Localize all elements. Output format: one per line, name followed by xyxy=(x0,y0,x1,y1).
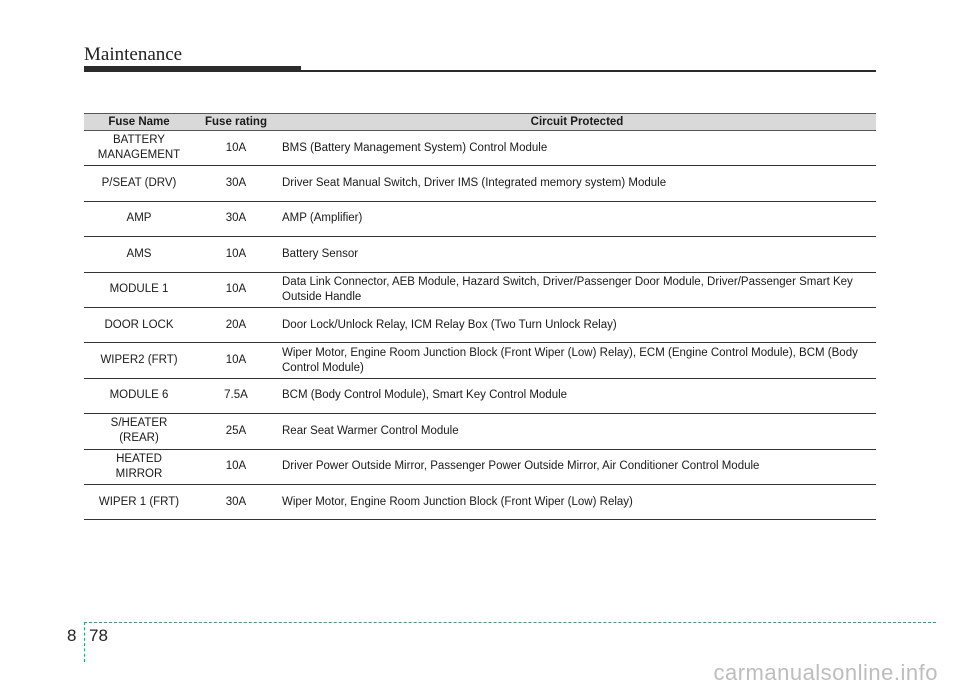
fuse-rating-cell: 7.5A xyxy=(194,378,278,413)
fuse-name-line: AMS xyxy=(126,247,152,260)
page-number: 78 xyxy=(89,626,108,645)
table-row xyxy=(84,201,876,236)
fuse-name-line: MODULE 1 xyxy=(109,283,169,296)
fuse-rating-cell: 10A xyxy=(194,237,278,272)
fuse-name-line: DOOR LOCK xyxy=(104,318,174,331)
header-circuit-protected: Circuit Protected xyxy=(278,114,876,131)
table-row xyxy=(84,131,876,166)
fuse-rating-cell: 20A xyxy=(194,307,278,342)
fuse-name-cell xyxy=(84,201,194,236)
fuse-rating-cell: 30A xyxy=(194,201,278,236)
fuse-name-cell xyxy=(84,343,194,378)
fuse-name-cell xyxy=(84,131,194,166)
fuse-name-cell xyxy=(84,484,194,519)
fuse-name-cell xyxy=(84,272,194,307)
fuse-name-line: HEATED xyxy=(116,452,162,465)
fuse-rating-cell: 10A xyxy=(194,343,278,378)
circuit-protected-cell: BCM (Body Control Module), Smart Key Control Module xyxy=(278,378,876,413)
fuse-name-cell xyxy=(84,237,194,272)
circuit-protected-cell: Wiper Motor, Engine Room Junction Block (Front Wiper (Low) Relay) xyxy=(278,484,876,519)
circuit-protected-cell: Driver Power Outside Mirror, Passenger Power Outside Mirror, Air Conditioner Control Module xyxy=(278,449,876,484)
circuit-protected-cell: Driver Seat Manual Switch, Driver IMS (Integrated memory system) Module xyxy=(278,166,876,201)
circuit-protected-cell: Battery Sensor xyxy=(278,237,876,272)
table-row xyxy=(84,449,876,484)
fuse-name-cell xyxy=(84,449,194,484)
fuse-name-cell xyxy=(84,414,194,449)
fuse-rating-cell: 30A xyxy=(194,484,278,519)
header-rule-thin xyxy=(301,70,876,72)
table-row xyxy=(84,272,876,307)
fuse-name-line: BATTERY xyxy=(113,134,165,147)
fuse-name-cell xyxy=(84,307,194,342)
header-fuse-rating: Fuse rating xyxy=(194,114,278,131)
fuse-rating-cell: 10A xyxy=(194,131,278,166)
table-row xyxy=(84,343,876,378)
watermark: carmanualsonline.info xyxy=(713,660,938,685)
fuse-table-body xyxy=(84,131,876,520)
fuse-name-cell xyxy=(84,166,194,201)
fuse-name-line: P/SEAT (DRV) xyxy=(101,177,177,190)
circuit-protected-cell: Door Lock/Unlock Relay, ICM Relay Box (Two Turn Unlock Relay) xyxy=(278,307,876,342)
fuse-table xyxy=(84,113,876,520)
fuse-rating-cell: 10A xyxy=(194,272,278,307)
fuse-name-line: S/HEATER xyxy=(110,417,168,430)
table-row xyxy=(84,484,876,519)
table-row xyxy=(84,307,876,342)
table-row xyxy=(84,414,876,449)
header-rule-thick xyxy=(84,66,301,72)
fuse-rating-cell: 25A xyxy=(194,414,278,449)
circuit-protected-cell: Wiper Motor, Engine Room Junction Block (Front Wiper (Low) Relay), ECM (Engine Control Module), BCM (Body Control Module) xyxy=(278,343,876,378)
chapter-number: 8 xyxy=(67,626,77,645)
fuse-name-line: MIRROR xyxy=(115,467,163,480)
circuit-protected-cell: AMP (Amplifier) xyxy=(278,201,876,236)
fuse-name-line: (REAR) xyxy=(119,432,159,445)
fuse-name-cell xyxy=(84,378,194,413)
fuse-name-line: AMP xyxy=(126,212,152,225)
circuit-protected-cell: BMS (Battery Management System) Control Module xyxy=(278,131,876,166)
fuse-name-line: MODULE 6 xyxy=(109,389,169,402)
fuse-rating-cell: 30A xyxy=(194,166,278,201)
footer-dashed-rule xyxy=(84,622,936,623)
footer-dashed-divider xyxy=(84,622,85,662)
table-row xyxy=(84,378,876,413)
table-header-row xyxy=(84,114,876,131)
fuse-name-line: WIPER2 (FRT) xyxy=(100,354,178,367)
table-row xyxy=(84,166,876,201)
fuse-rating-cell: 10A xyxy=(194,449,278,484)
page-section-title: Maintenance xyxy=(84,44,183,65)
header-fuse-name: Fuse Name xyxy=(84,114,194,131)
fuse-name-line: WIPER 1 (FRT) xyxy=(98,495,180,508)
table-row xyxy=(84,237,876,272)
circuit-protected-cell: Rear Seat Warmer Control Module xyxy=(278,414,876,449)
fuse-name-line: MANAGEMENT xyxy=(97,149,181,162)
circuit-protected-cell: Data Link Connector, AEB Module, Hazard Switch, Driver/Passenger Door Module, Driver/Passenger Smart Key Outside Handle xyxy=(278,272,876,307)
